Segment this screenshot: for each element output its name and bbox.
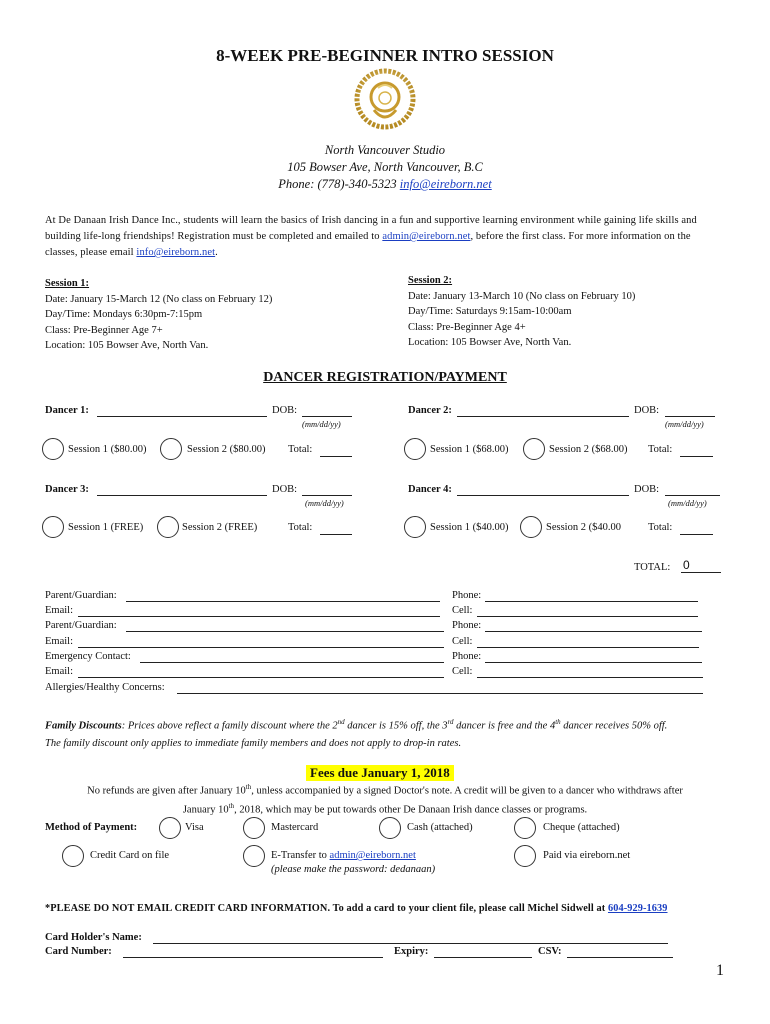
etransfer-password-note: (please make the password: dedanaan) xyxy=(271,864,436,875)
cheque-label: Cheque (attached) xyxy=(543,822,620,833)
dancer-3-total-field[interactable] xyxy=(320,534,352,535)
csv-field[interactable] xyxy=(567,957,673,958)
refund-policy xyxy=(0,780,770,817)
discount-text-b: dancer is 15% off, the 3 xyxy=(344,720,448,732)
dancer-4-total-label: Total: xyxy=(648,522,673,533)
payment-method-label: Method of Payment: xyxy=(45,822,138,833)
parent-1-label: Parent/Guardian: xyxy=(45,590,117,601)
dancer-3-dob-label: DOB: xyxy=(272,484,298,495)
session-1-class: Class: Pre-Beginner Age 7+ xyxy=(45,324,163,336)
parent-2-phone-label: Phone: xyxy=(452,620,482,631)
celtic-logo-icon xyxy=(354,68,416,130)
dancer-4-session-2-radio[interactable] xyxy=(520,516,542,538)
studio-address: 105 Bowser Ave, North Vancouver, B.C xyxy=(287,160,483,174)
dancer-3-session-2-radio[interactable] xyxy=(157,516,179,538)
emergency-contact-label: Emergency Contact: xyxy=(45,651,131,662)
credit-on-file-radio[interactable] xyxy=(62,845,84,867)
dancer-3-session-1-label: Session 1 (FREE) xyxy=(68,522,144,533)
emergency-cell-label: Cell: xyxy=(452,666,473,677)
dancer-1-label: Dancer 1: xyxy=(45,405,89,416)
dancer-2-session-2-label: Session 2 ($68.00) xyxy=(549,444,628,455)
dancer-2-dob-hint: (mm/dd/yy) xyxy=(665,419,704,429)
discount-sup-c: th xyxy=(555,718,561,726)
dancer-4-total-field[interactable] xyxy=(680,534,713,535)
cheque-radio[interactable] xyxy=(514,817,536,839)
email-1-field[interactable] xyxy=(78,616,440,617)
credit-on-file-label: Credit Card on file xyxy=(90,850,170,861)
refund-text-1b: , unless accompanied by a signed Doctor's note. A credit will be given to a dancer who withdraws after xyxy=(251,785,683,797)
allergies-label: Allergies/Healthy Concerns: xyxy=(45,682,165,693)
dancer-4-name-field[interactable] xyxy=(457,495,629,496)
dancer-1-dob-label: DOB: xyxy=(272,405,298,416)
intro-text-1: At De Danaan Irish Dance Inc., students will learn the basics of Irish dancing in a fun and supportive learning environment while gaining life skills and building life-long friendships! Registration must be completed and emailed to xyxy=(45,215,697,242)
card-holder-label: Card Holder's Name: xyxy=(45,932,142,943)
dancer-2-session-2-radio[interactable] xyxy=(523,438,545,460)
dancer-1-dob-field[interactable] xyxy=(302,416,352,417)
studio-email-link[interactable]: info@eireborn.net xyxy=(399,177,492,191)
etransfer-label xyxy=(271,850,416,861)
dancer-4-dob-label: DOB: xyxy=(634,484,660,495)
session-1-location: Location: 105 Bowser Ave, North Van. xyxy=(45,340,209,351)
page-number: 1 xyxy=(716,962,724,979)
etransfer-prefix: E-Transfer to xyxy=(271,850,330,861)
dancer-3-session-2-label: Session 2 (FREE) xyxy=(182,522,258,533)
dancer-1-name-field[interactable] xyxy=(97,416,267,417)
page-title: 8-WEEK PRE-BEGINNER INTRO SESSION xyxy=(216,46,554,65)
discount-sup-b: rd xyxy=(447,718,454,726)
discount-text-c: dancer is free and the 4 xyxy=(453,720,556,732)
email-2-field[interactable] xyxy=(78,647,444,648)
dancer-1-dob-hint: (mm/dd/yy) xyxy=(302,419,341,429)
dancer-4-dob-field[interactable] xyxy=(665,495,720,496)
parent-1-field[interactable] xyxy=(126,601,440,602)
dancer-2-label: Dancer 2: xyxy=(408,405,452,416)
intro-text-3: . xyxy=(215,247,218,258)
intro-paragraph xyxy=(45,213,725,261)
session-2-block xyxy=(408,273,738,351)
parent-2-label: Parent/Guardian: xyxy=(45,620,117,631)
grand-total-label: TOTAL: xyxy=(634,562,671,573)
email-1-label: Email: xyxy=(45,605,73,616)
dancer-3-label: Dancer 3: xyxy=(45,484,89,495)
discount-sup-a: nd xyxy=(337,718,345,726)
dancer-3-session-1-radio[interactable] xyxy=(42,516,64,538)
visa-radio[interactable] xyxy=(159,817,181,839)
refund-text-1a: No refunds are given after January 10 xyxy=(87,785,246,797)
dancer-4-label: Dancer 4: xyxy=(408,484,452,495)
discount-text-d: dancer receives 50% off. xyxy=(560,720,668,732)
intro-text-2: , before the first class. For more information on the classes, please email xyxy=(45,231,691,258)
expiry-field[interactable] xyxy=(434,957,532,958)
dancer-4-session-1-radio[interactable] xyxy=(404,516,426,538)
email-2-label: Email: xyxy=(45,636,73,647)
paid-online-label: Paid via eireborn.net xyxy=(543,850,631,861)
fees-due-heading: Fees due January 1, 2018 xyxy=(306,765,454,781)
admin-email-link[interactable]: admin@eireborn.net xyxy=(382,231,471,242)
card-number-label: Card Number: xyxy=(45,946,112,957)
dancer-2-session-1-label: Session 1 ($68.00) xyxy=(430,444,509,455)
allergies-field[interactable] xyxy=(177,693,703,694)
session-1-time: Day/Time: Mondays 6:30pm-7:15pm xyxy=(45,309,203,320)
dancer-1-total-label: Total: xyxy=(288,444,313,455)
dancer-1-total-field[interactable] xyxy=(320,456,352,457)
mastercard-radio[interactable] xyxy=(243,817,265,839)
dancer-1-session-1-label: Session 1 ($80.00) xyxy=(68,444,147,455)
csv-label: CSV: xyxy=(538,946,562,957)
dancer-3-dob-hint: (mm/dd/yy) xyxy=(305,498,344,508)
discount-line-2: The family discount only applies to immediate family members and does not apply to drop-in rates. xyxy=(45,737,462,749)
etransfer-radio[interactable] xyxy=(243,845,265,867)
parent-2-field[interactable] xyxy=(126,631,444,632)
dancer-2-total-field[interactable] xyxy=(680,456,713,457)
dancer-4-session-2-label: Session 2 ($40.00 xyxy=(546,522,621,533)
credit-card-notice xyxy=(45,903,745,914)
session-2-location: Location: 105 Bowser Ave, North Van. xyxy=(408,337,572,348)
mastercard-label: Mastercard xyxy=(271,822,319,833)
refund-text-2a: January 10 xyxy=(182,804,229,815)
session-1-date: Date: January 15-March 12 (No class on February 12) xyxy=(45,293,273,305)
dancer-2-dob-label: DOB: xyxy=(634,405,660,416)
cash-radio[interactable] xyxy=(379,817,401,839)
parent-2-phone-field[interactable] xyxy=(485,631,702,632)
session-1-heading: Session 1: xyxy=(45,278,90,289)
family-discount-label: Family Discounts xyxy=(45,720,122,732)
dancer-3-name-field[interactable] xyxy=(97,495,267,496)
session-2-heading: Session 2: xyxy=(408,275,453,286)
email-3-label: Email: xyxy=(45,666,73,677)
parent-1-cell-label: Cell: xyxy=(452,605,473,616)
parent-1-phone-field[interactable] xyxy=(485,601,698,602)
expiry-label: Expiry: xyxy=(394,946,429,957)
session-2-date: Date: January 13-March 10 (No class on February 10) xyxy=(408,290,636,302)
emergency-cell-field[interactable] xyxy=(477,677,703,678)
dancer-3-total-label: Total: xyxy=(288,522,313,533)
parent-1-phone-label: Phone: xyxy=(452,590,482,601)
info-email-link[interactable]: info@eireborn.net xyxy=(136,247,216,258)
dancer-1-session-2-label: Session 2 ($80.00) xyxy=(187,444,266,455)
visa-label: Visa xyxy=(185,822,204,833)
dancer-2-session-1-radio[interactable] xyxy=(404,438,426,460)
paid-online-radio[interactable] xyxy=(514,845,536,867)
grand-total-field[interactable]: 0 xyxy=(681,558,721,573)
refund-sup-1: th xyxy=(245,783,252,791)
studio-name: North Vancouver Studio xyxy=(324,143,446,157)
dancer-4-session-1-label: Session 1 ($40.00) xyxy=(430,522,509,533)
dancer-2-name-field[interactable] xyxy=(457,416,629,417)
refund-sup-2: th xyxy=(228,801,235,810)
emergency-phone-field[interactable] xyxy=(485,662,702,663)
notice-text: *PLEASE DO NOT EMAIL CREDIT CARD INFORMATION. To add a card to your client file, please call Michel Sidwell at xyxy=(45,903,608,914)
emergency-phone-label: Phone: xyxy=(452,651,482,662)
etransfer-email-link[interactable]: admin@eireborn.net xyxy=(329,850,416,861)
family-discount-note xyxy=(45,714,735,752)
parent-1-cell-field[interactable] xyxy=(477,616,698,617)
registration-heading: DANCER REGISTRATION/PAYMENT xyxy=(263,370,507,385)
dancer-2-total-label: Total: xyxy=(648,444,673,455)
dancer-2-dob-field[interactable] xyxy=(665,416,715,417)
dancer-3-dob-field[interactable] xyxy=(302,495,352,496)
studio-phone-line xyxy=(0,177,770,192)
emergency-contact-field[interactable] xyxy=(140,662,444,663)
card-number-field[interactable] xyxy=(123,957,383,958)
discount-text-a: : Prices above reflect a family discount where the 2 xyxy=(121,720,338,732)
session-2-time: Day/Time: Saturdays 9:15am-10:00am xyxy=(408,306,572,317)
dancer-1-session-1-radio[interactable] xyxy=(42,438,64,460)
parent-2-cell-field[interactable] xyxy=(477,647,699,648)
card-holder-field[interactable] xyxy=(153,943,668,944)
dancer-1-session-2-radio[interactable] xyxy=(160,438,182,460)
notice-phone-link[interactable]: 604-929-1639 xyxy=(607,903,668,914)
email-3-field[interactable] xyxy=(78,677,444,678)
session-1-block xyxy=(45,276,375,354)
refund-text-2b: , 2018, which may be put towards other De Danaan Irish dance classes or programs. xyxy=(234,804,588,815)
dancer-4-dob-hint: (mm/dd/yy) xyxy=(668,498,707,508)
session-2-class: Class: Pre-Beginner Age 4+ xyxy=(408,321,526,333)
studio-phone: Phone: (778)-340-5323 xyxy=(278,177,397,191)
parent-2-cell-label: Cell: xyxy=(452,636,473,647)
cash-label: Cash (attached) xyxy=(407,822,473,833)
